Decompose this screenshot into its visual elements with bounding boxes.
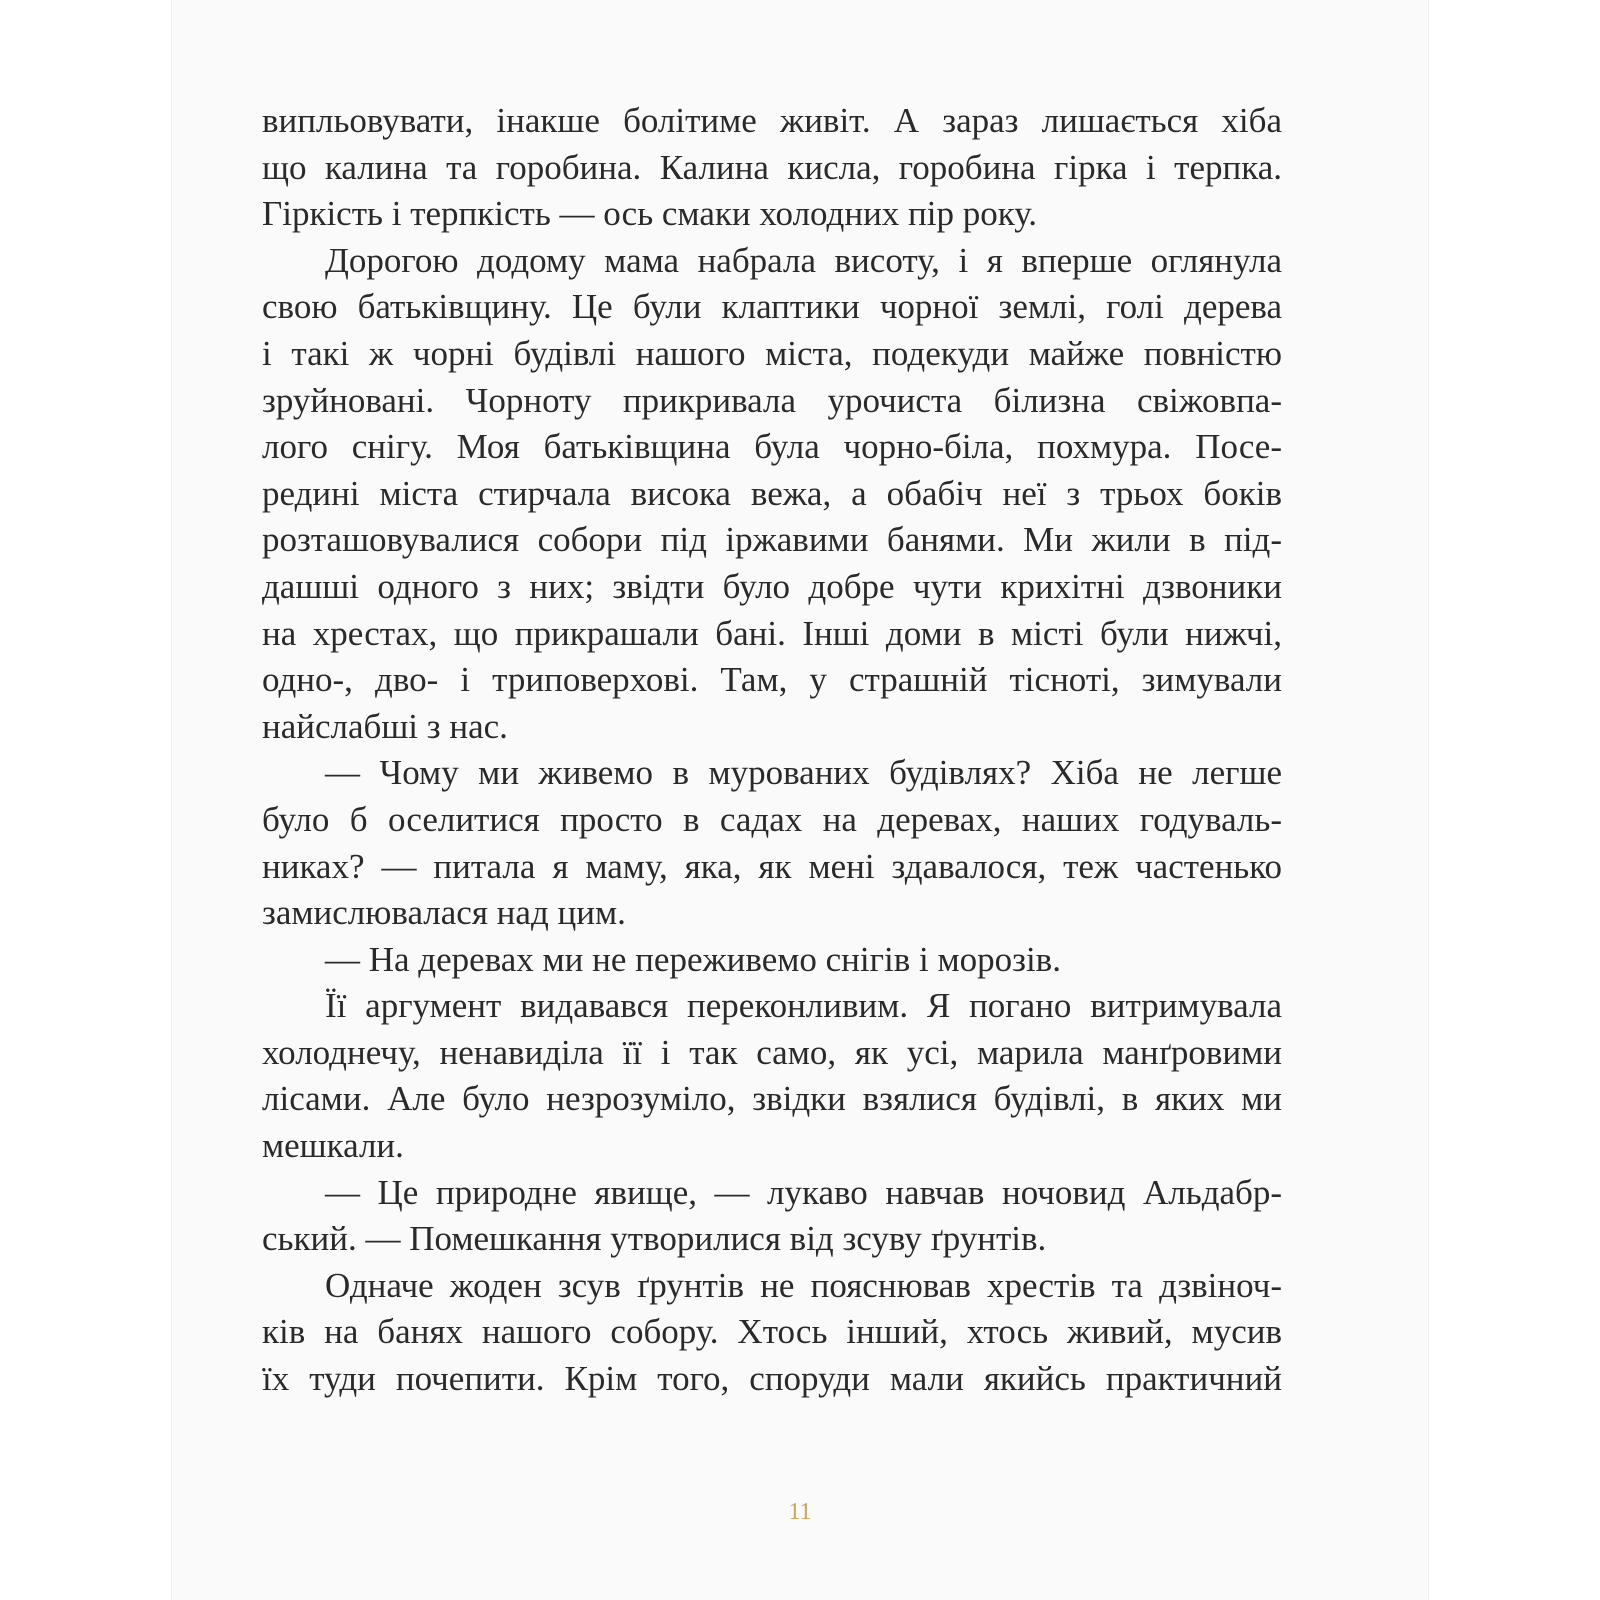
book-page bbox=[172, 0, 1428, 1600]
text-line: — Чому ми живемо в мурованих будівлях? Хіба не легше bbox=[325, 753, 1282, 793]
text-line: на хрестах, що прикрашали бані. Інші доми в місті були нижчі, bbox=[262, 613, 1282, 653]
text-line: — Це природне явище, — лукаво навчав ночовид Альдабр- bbox=[325, 1172, 1282, 1212]
text-line: свою батьківщину. Це були клаптики чорної землі, голі дерева bbox=[262, 287, 1282, 327]
text-line: редині міста стирчала висока вежа, а обабіч неї з трьох боків bbox=[262, 473, 1282, 513]
page-number: 11 bbox=[788, 1499, 812, 1525]
text-line: дашші одного з них; звідти було добре чути крихітні дзвоники bbox=[262, 566, 1282, 606]
text-line: — На деревах ми не переживемо снігів і морозів. bbox=[325, 939, 1061, 979]
text-line: одно-, дво- і триповерхові. Там, у страшній тісноті, зимували bbox=[262, 660, 1282, 700]
text-line: найслабші з нас. bbox=[262, 706, 508, 746]
text-line: никах? — питала я маму, яка, як мені здавалося, теж частенько bbox=[262, 846, 1282, 886]
text-line: що калина та горобина. Калина кисла, горобина гірка і терпка. bbox=[262, 147, 1282, 187]
text-line: розташовувалися собори під іржавими банями. Ми жили в під- bbox=[262, 520, 1282, 560]
text-line: було б оселитися просто в садах на деревах, наших годуваль- bbox=[262, 799, 1282, 839]
text-line: Її аргумент видавався переконливим. Я погано витримувала bbox=[325, 986, 1282, 1026]
text-line: лісами. Але було незрозуміло, звідки взялися будівлі, в яких ми bbox=[262, 1079, 1282, 1119]
text-line: ків на банях нашого собору. Хтось інший, хтось живий, мусив bbox=[262, 1312, 1282, 1352]
text-line: Дорогою додому мама набрала висоту, і я вперше оглянула bbox=[325, 240, 1282, 280]
text-line: і такі ж чорні будівлі нашого міста, подекуди майже повністю bbox=[262, 333, 1282, 373]
text-line: мешкали. bbox=[262, 1126, 404, 1166]
text-line: лого снігу. Моя батьківщина була чорно-біла, похмура. Посе- bbox=[262, 427, 1282, 467]
text-line: ський. — Помешкання утворилися від зсуву ґрунтів. bbox=[262, 1219, 1047, 1259]
text-line: випльовувати, інакше болітиме живіт. А зараз лишається хіба bbox=[262, 101, 1282, 140]
body-text bbox=[262, 98, 1282, 1403]
text-line: Одначе жоден зсув ґрунтів не пояснював хрестів та дзвіноч- bbox=[325, 1265, 1282, 1305]
text-line: зруйновані. Чорноту прикривала урочиста білизна свіжовпа- bbox=[262, 380, 1282, 420]
text-line: Гіркість і терпкість — ось смаки холодних пір року. bbox=[262, 194, 1038, 234]
text-line: холоднечу, ненавиділа її і так само, як усі, марила манґровими bbox=[262, 1032, 1282, 1072]
text-line: замислювалася над цим. bbox=[262, 893, 626, 933]
text-line: їх туди почепити. Крім того, споруди мали якийсь практичний bbox=[262, 1359, 1282, 1399]
